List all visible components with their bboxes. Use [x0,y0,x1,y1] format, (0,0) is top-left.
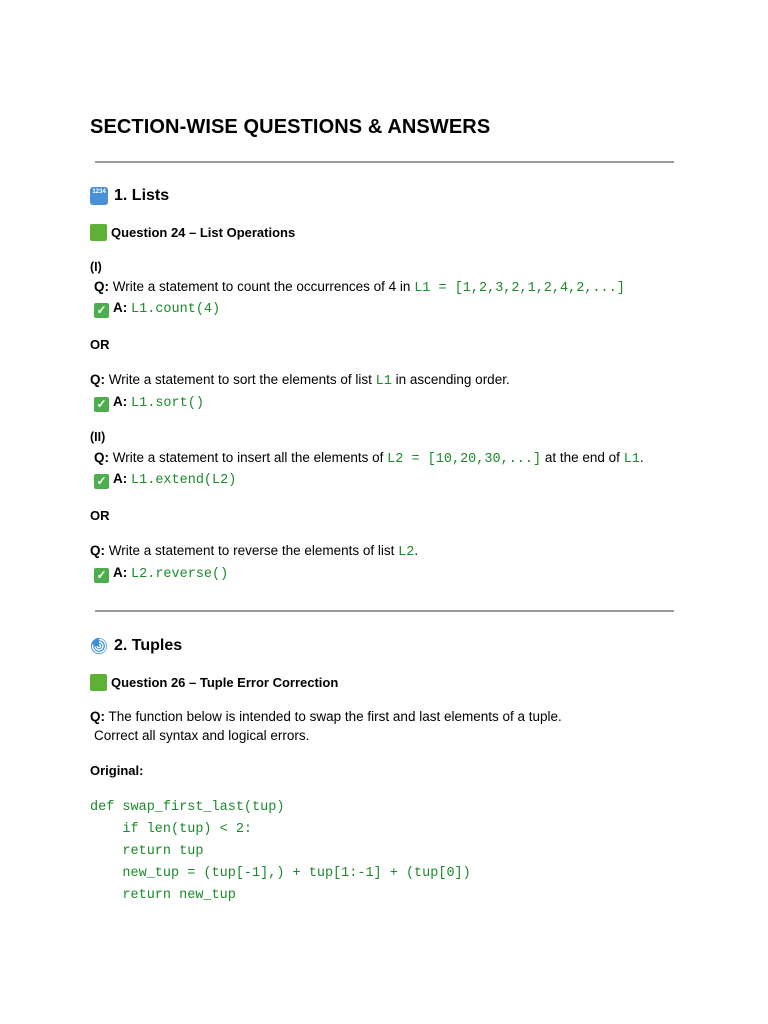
inline-code: L1 = [1,2,3,2,1,2,4,2,...] [414,281,625,296]
answer-line [94,471,236,489]
q-text: The function below is intended to swap the first and last elements of a tuple. [108,709,562,724]
inline-code: L1.sort() [131,396,204,411]
check-mark-icon: ✓ [94,397,109,412]
question-line [94,279,625,296]
inline-code: L2 [398,545,415,560]
inline-code: L1 [375,374,392,389]
question-line [94,450,644,467]
section-heading-text: 1. Lists [114,187,170,204]
cyclone-icon [90,637,108,655]
check-mark-icon: ✓ [94,474,109,489]
question-line [90,543,418,560]
q-prefix: Q: [90,709,105,724]
section-heading-tuples [90,637,182,655]
code-line: def swap_first_last(tup) [90,800,285,815]
question-heading-text: Question 26 – Tuple Error Correction [111,675,339,690]
a-prefix: A: [113,300,128,315]
q-text: Write a statement to sort the elements of list [108,372,372,387]
code-line: new_tup = (tup[-1],) + tup[1:-1] + (tup[0]) [90,866,471,881]
green-square-icon [90,674,107,691]
q-text: in ascending order. [395,372,510,387]
question-heading-text: Question 24 – List Operations [111,225,296,240]
question-heading [90,224,295,241]
q-prefix: Q: [94,450,109,465]
a-prefix: A: [113,471,128,486]
a-prefix: A: [113,394,128,409]
q-prefix: Q: [90,372,105,387]
green-square-icon [90,224,107,241]
inline-code: L2.reverse() [131,567,229,582]
inline-code: L1 [623,452,640,467]
q-prefix: Q: [94,279,109,294]
input-numbers-icon: 1234 [90,187,108,205]
inline-code: L1.extend(L2) [131,473,237,488]
divider [95,610,674,612]
question-line-continued: Correct all syntax and logical errors. [94,728,310,743]
answer-line [94,565,228,583]
question-line [90,372,510,389]
or-label: OR [90,337,110,352]
page-title: SECTION-WISE QUESTIONS & ANSWERS [90,116,491,138]
q-text: at the end of [544,450,620,465]
answer-line [94,300,220,318]
question-heading [90,674,338,691]
q-text: Write a statement to count the occurrences of 4 in [112,279,411,294]
answer-line [94,394,204,412]
part-label: (I) [90,260,102,274]
inline-code: L1.count(4) [131,302,221,317]
question-line [90,709,562,724]
inline-code: L2 = [10,20,30,...] [387,452,542,467]
a-prefix: A: [113,565,128,580]
or-label: OR [90,508,110,523]
code-line: return new_tup [90,888,236,903]
divider [95,161,674,163]
q-prefix: Q: [90,543,105,558]
q-text: . [639,450,644,465]
code-block [90,797,471,907]
section-heading-lists [90,187,169,205]
section-heading-text: 2. Tuples [114,637,183,654]
q-text: Write a statement to insert all the elements of [112,450,384,465]
code-line: if len(tup) < 2: [90,822,253,837]
original-label: Original: [90,763,144,778]
check-mark-icon: ✓ [94,568,109,583]
part-label: (II) [90,430,106,444]
q-text: Write a statement to reverse the elements of list [108,543,395,558]
check-mark-icon: ✓ [94,303,109,318]
q-text: . [414,543,419,558]
code-line: return tup [90,844,204,859]
